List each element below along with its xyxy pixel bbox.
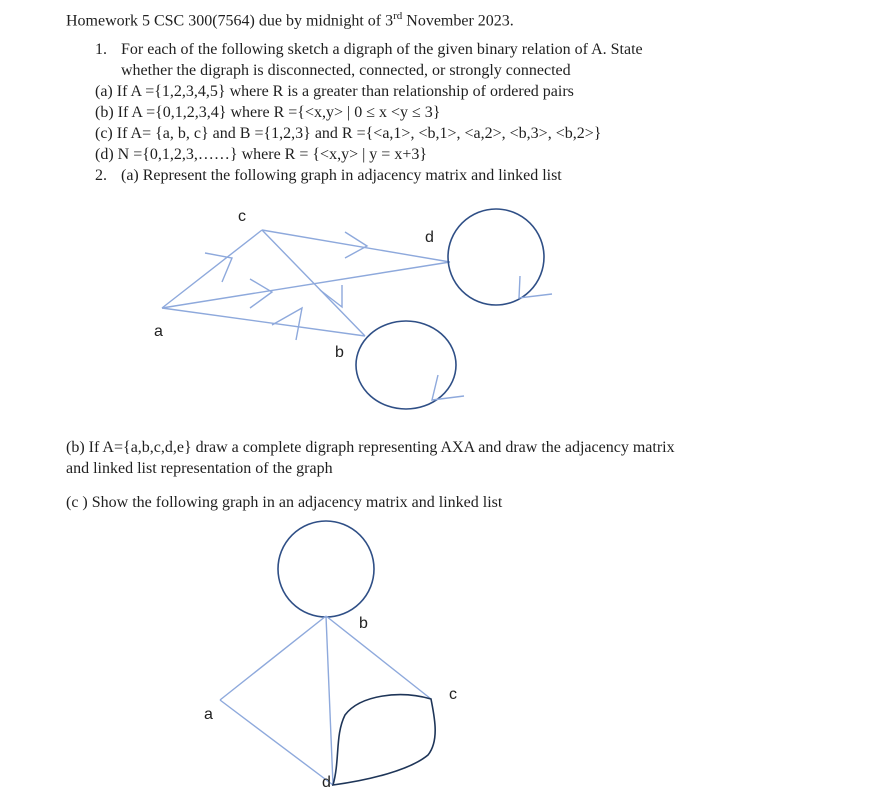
question-1-number: 1.: [95, 41, 107, 58]
question-1-line2: whether the digraph is disconnected, connected, or strongly connected: [121, 62, 571, 79]
edge-b-c: [326, 616, 431, 699]
edge-a-d2: [220, 700, 333, 785]
graph-2-label-d: d: [322, 774, 331, 791]
question-1-text-1: For each of the following sketch a digraph of the given binary relation of A. State: [121, 41, 643, 58]
question-2-part-a: (a) Represent the following graph in adjacency matrix and linked list: [121, 167, 562, 184]
graph-1-label-b: b: [335, 344, 344, 361]
question-2-part-b-line1: (b) If A={a,b,c,d,e} draw a complete digraph representing AXA and draw the adjacency matrix: [66, 439, 675, 456]
loop-b2: [278, 521, 374, 617]
title-main: Homework 5 CSC 300(7564) due by midnight of 3: [66, 12, 394, 30]
edge-b-a: [220, 616, 326, 700]
graph-2-label-c: c: [449, 686, 457, 703]
question-1-part-d: (d) N ={0,1,2,3,……} where R = {<x,y> | y = x+3}: [95, 146, 428, 163]
question-2-number: 2.: [95, 167, 107, 184]
graph-1-label-c: c: [238, 208, 246, 225]
graph-1-label-a: a: [154, 323, 163, 340]
question-2-part-c: (c ) Show the following graph in an adjacency matrix and linked list: [66, 494, 503, 511]
question-1-part-b: (b) If A ={0,1,2,3,4} where R ={<x,y> | 0 ≤ x <y ≤ 3}: [95, 104, 441, 121]
graph-2-edges: [220, 616, 431, 785]
title-superscript: rd: [393, 10, 403, 22]
question-2-part-b-line2: and linked list representation of the graph: [66, 460, 333, 477]
curve-c-d: [333, 695, 435, 785]
question-1-part-a: (a) If A ={1,2,3,4,5} where R is a greater than relationship of ordered pairs: [95, 83, 574, 100]
graph-1-label-d: d: [425, 229, 434, 246]
graph-2-label-a: a: [204, 706, 213, 723]
graph-2-label-b: b: [359, 615, 368, 632]
title-date: November 2023.: [402, 12, 514, 30]
edge-b-d: [326, 616, 333, 785]
question-1-part-c: (c) If A= {a, b, c} and B ={1,2,3} and R ={<a,1>, <b,1>, <a,2>, <b,3>, <b,2>}: [95, 125, 602, 142]
